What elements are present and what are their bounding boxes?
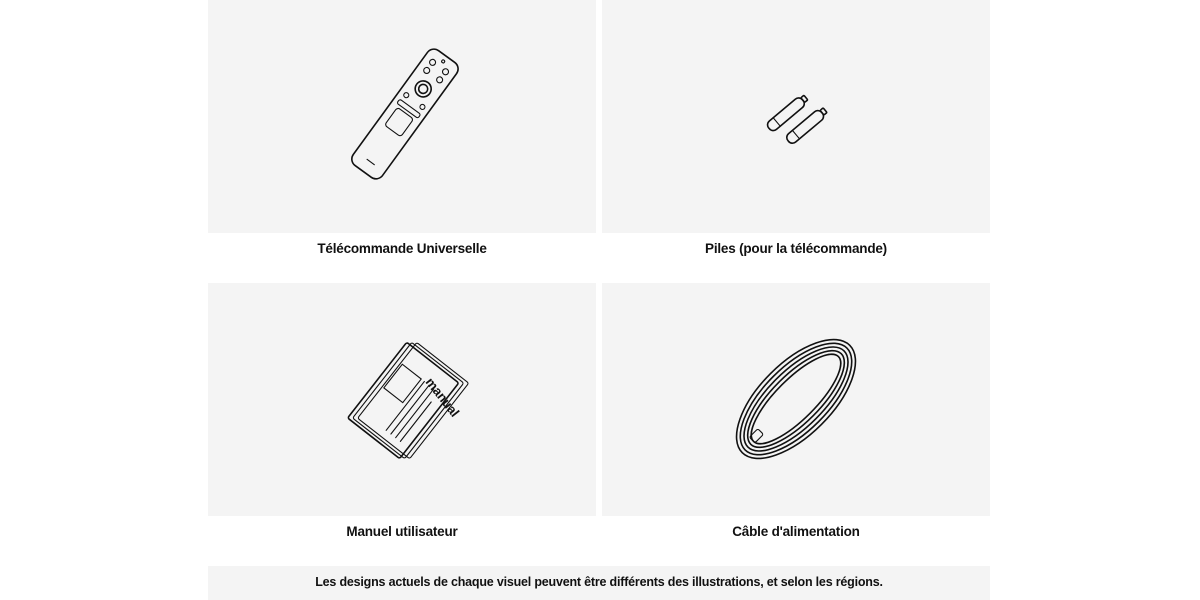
- disclaimer-text: Les designs actuels de chaque visuel peuvent être différents des illustrations, et selon les régions.: [315, 575, 883, 589]
- remote-control-card: [208, 0, 596, 233]
- manual-book-icon: [208, 283, 596, 516]
- disclaimer-bar: [208, 566, 990, 600]
- batteries-caption: Piles (pour la télécommande): [705, 241, 887, 256]
- power-cable-card: [602, 283, 990, 516]
- user-manual-caption: Manuel utilisateur: [346, 524, 458, 539]
- batteries-icon: [602, 0, 990, 233]
- remote-control-caption: Télécommande Universelle: [317, 241, 487, 256]
- power-cable-icon: [602, 283, 990, 516]
- remote-control-icon: [208, 0, 596, 233]
- batteries-card: [602, 0, 990, 233]
- manual-book-label: manual: [422, 374, 463, 420]
- user-manual-card: [208, 283, 596, 516]
- power-cable-caption: Câble d'alimentation: [732, 524, 860, 539]
